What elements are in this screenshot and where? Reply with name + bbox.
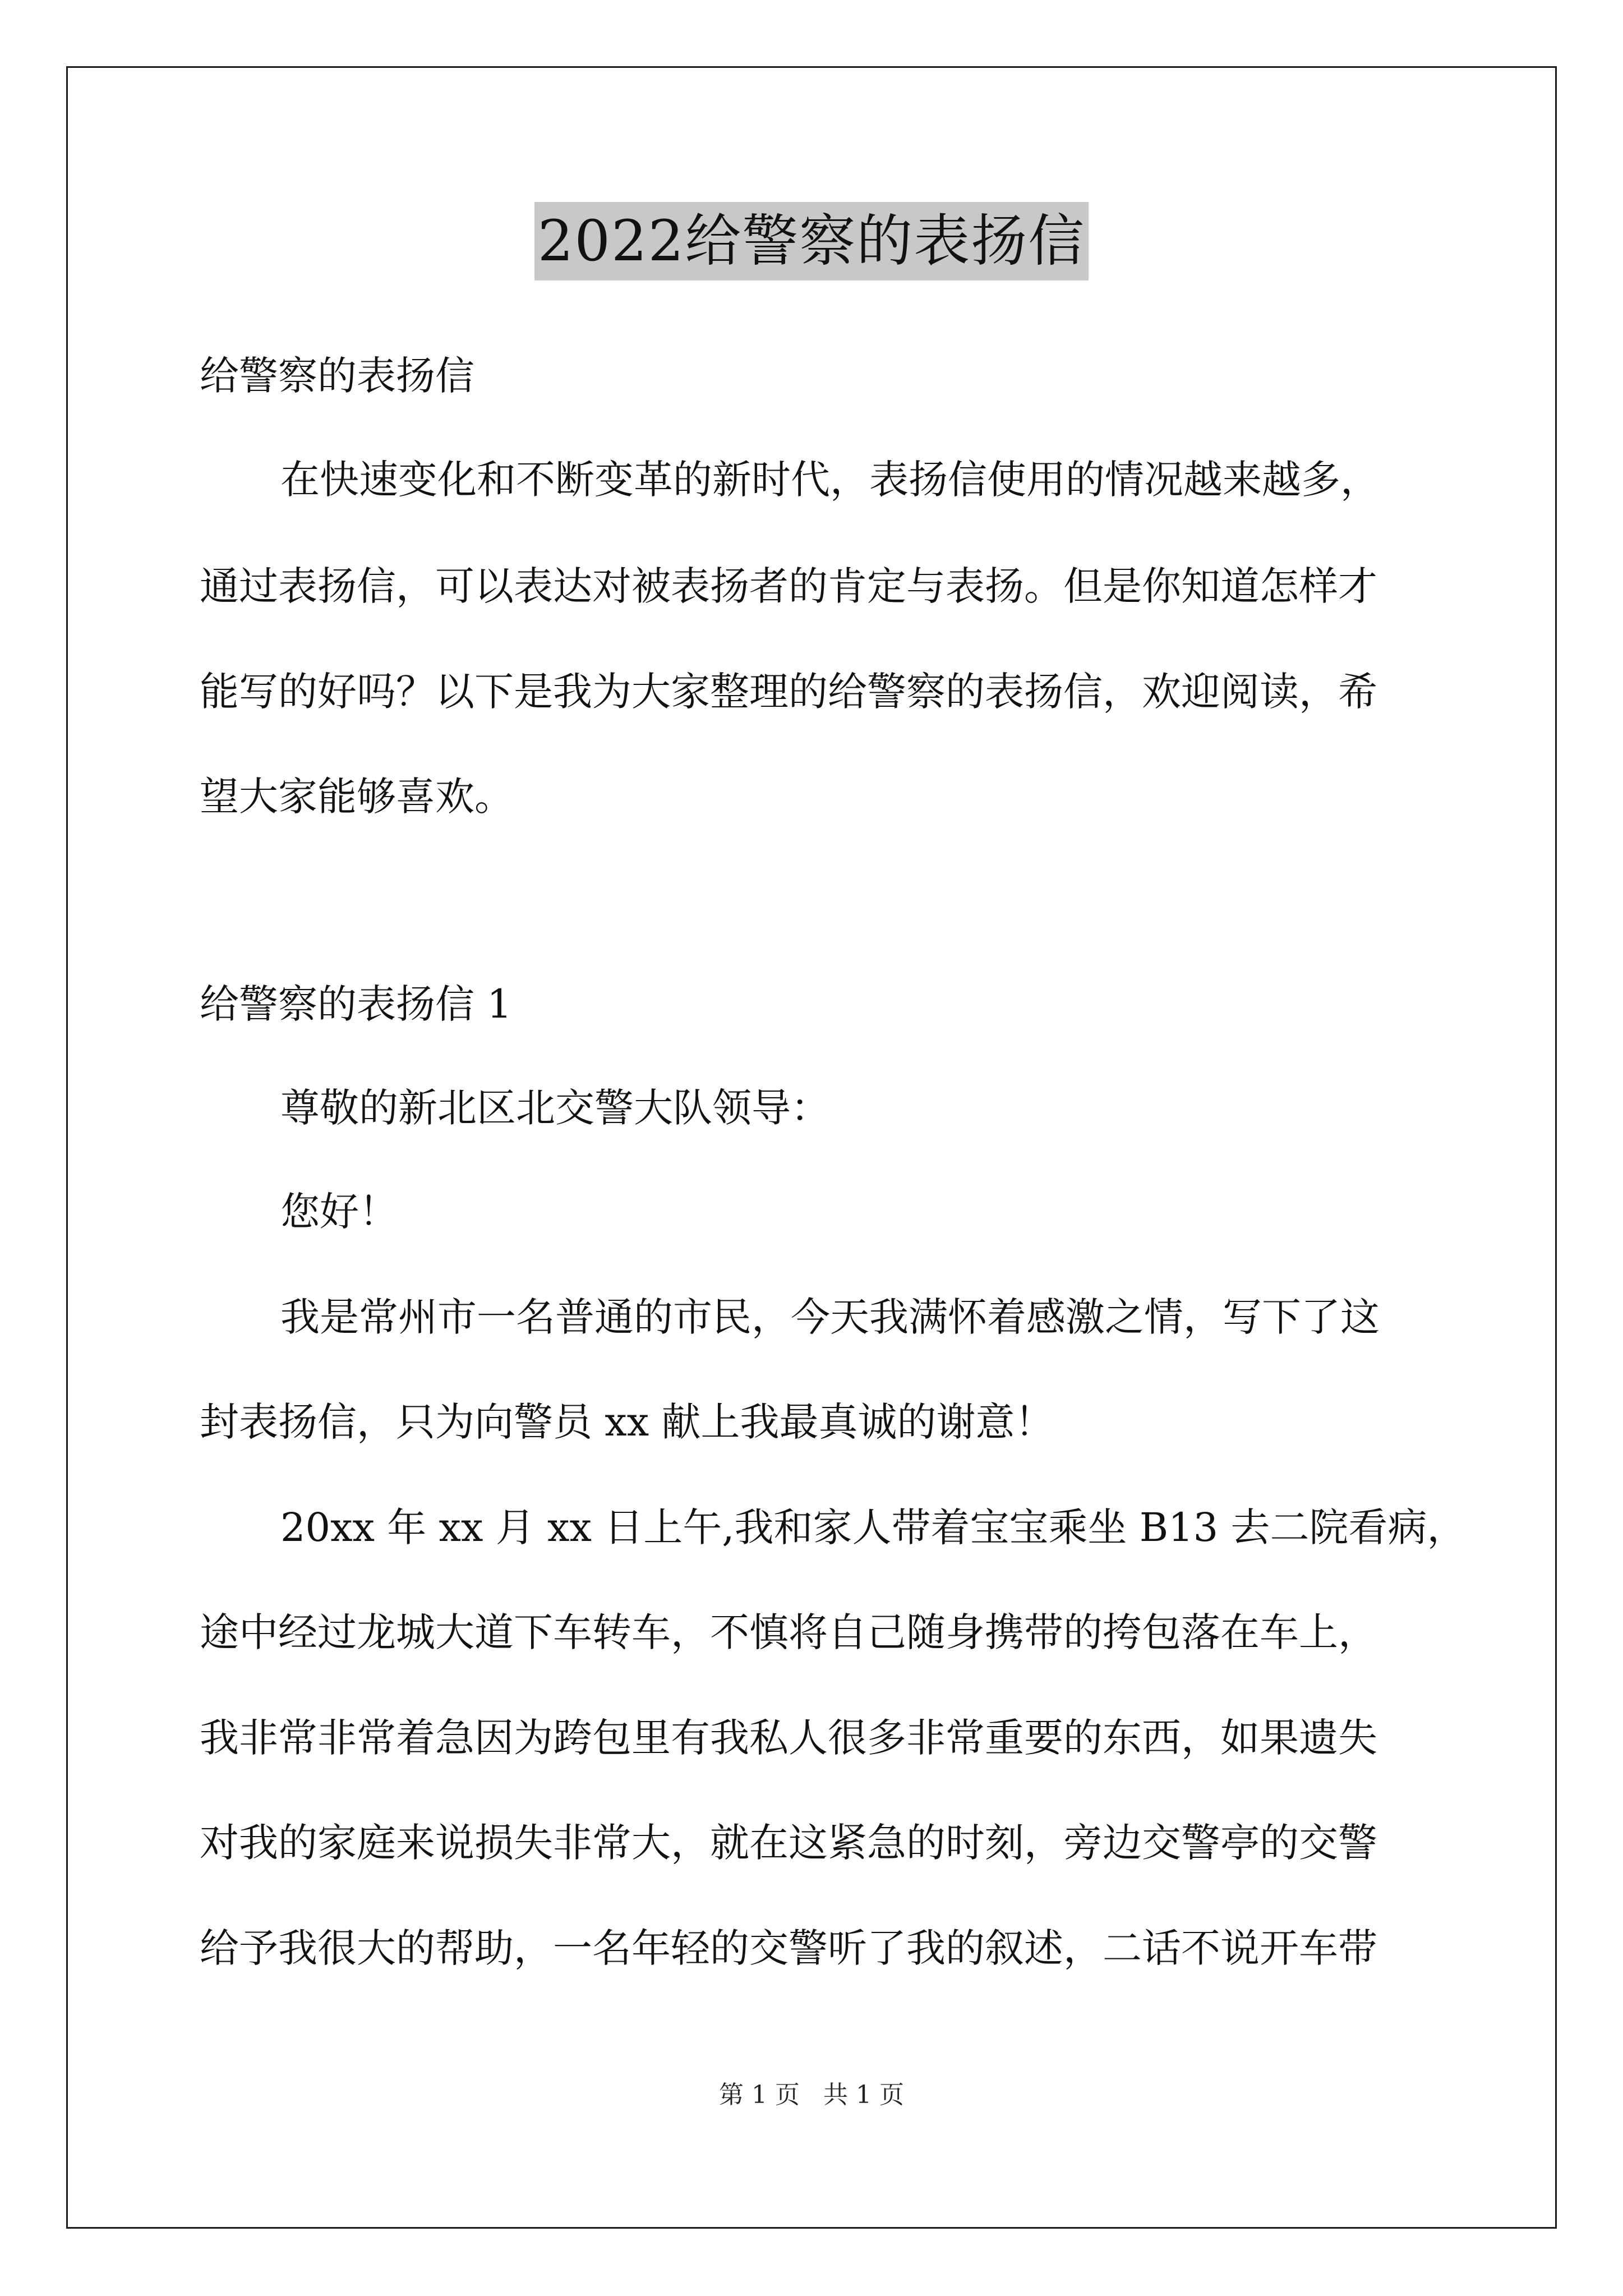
page-number: 第 1 页: [719, 2081, 800, 2109]
section-heading: 给警察的表扬信 1: [200, 981, 512, 1027]
salutation: 尊敬的新北区北交警大队领导：: [280, 1085, 830, 1131]
document-title: 2022给警察的表扬信: [534, 202, 1089, 280]
intro-line-4: 望大家能够喜欢。: [200, 774, 514, 820]
intro-line-2: 通过表扬信，可以表达对被表扬者的肯定与表扬。但是你知道怎样才: [200, 563, 1377, 609]
intro-line-3: 能写的好吗？以下是我为大家整理的给警察的表扬信，欢迎阅读，希: [200, 669, 1377, 715]
paragraph-2-line-4: 对我的家庭来说损失非常大，就在这紧急的时刻，旁边交警亭的交警: [200, 1820, 1377, 1866]
intro-line-1: 在快速变化和不断变革的新时代，表扬信使用的情况越来越多，: [280, 457, 1380, 503]
paragraph-1-line-1: 我是常州市一名普通的市民，今天我满怀着感激之情，写下了这: [280, 1294, 1380, 1340]
page-footer: [0, 2078, 1623, 2112]
document-title-container: [0, 202, 1623, 280]
greeting: 您好！: [280, 1189, 398, 1235]
paragraph-2-line-5: 给予我很大的帮助，一名年轻的交警听了我的叙述，二话不说开车带: [200, 1925, 1377, 1971]
paragraph-2-line-2: 途中经过龙城大道下车转车，不慎将自己随身携带的挎包落在车上，: [200, 1609, 1377, 1655]
subtitle: 给警察的表扬信: [200, 353, 474, 399]
paragraph-2-line-1: 20xx 年 xx 月 xx 日上午,我和家人带着宝宝乘坐 B13 去二院看病，: [280, 1504, 1467, 1550]
paragraph-2-line-3: 我非常非常着急因为跨包里有我私人很多非常重要的东西，如果遗失: [200, 1715, 1377, 1761]
paragraph-1-line-2: 封表扬信，只为向警员 xx 献上我最真诚的谢意！: [200, 1399, 1054, 1445]
page-total: 共 1 页: [823, 2081, 904, 2109]
